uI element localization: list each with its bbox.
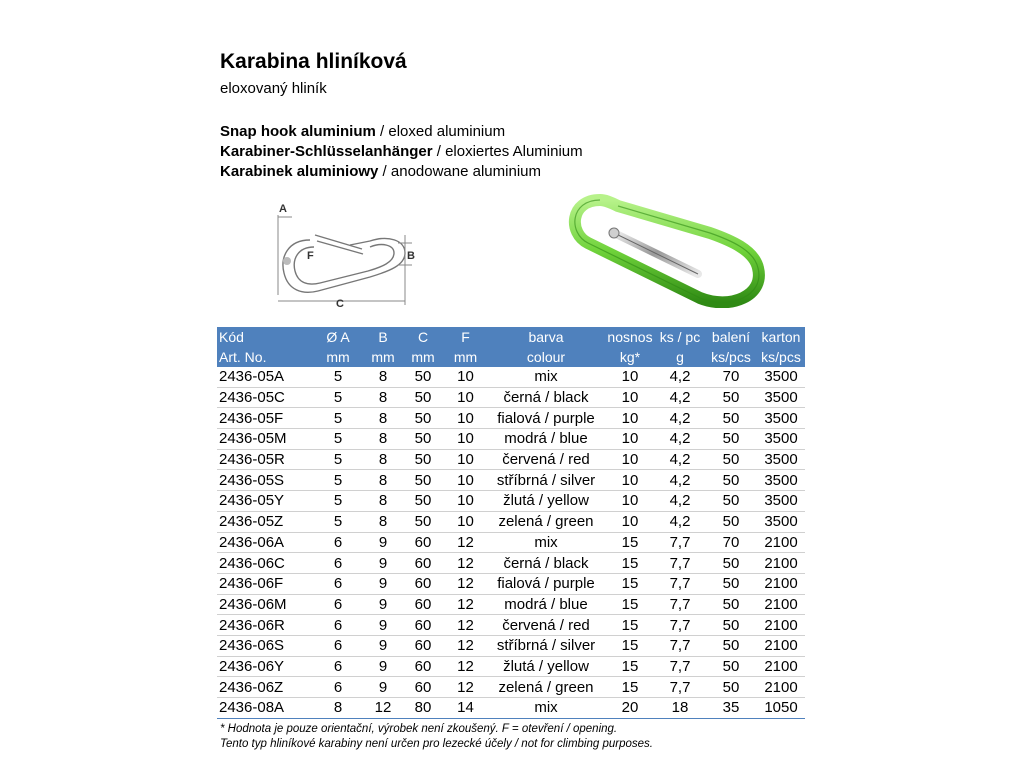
col-unit-c: mm [402,347,444,367]
table-cell: 5 [312,511,364,532]
table-cell: 10 [605,367,655,387]
table-cell: 2436-05A [217,367,312,387]
table-cell: 2100 [757,594,805,615]
table-cell: 50 [402,449,444,470]
table-row [217,698,805,719]
table-cell: 50 [402,511,444,532]
table-cell: 60 [402,573,444,594]
table-cell: 10 [444,408,487,429]
table-cell: 50 [705,594,757,615]
table-cell: zelená / green [487,511,605,532]
table-cell: 2436-06R [217,615,312,636]
table-cell: 9 [364,594,402,615]
table-cell: stříbrná / silver [487,635,605,656]
table-cell: 2436-05C [217,387,312,408]
col-unit-b: mm [364,347,402,367]
table-cell: 80 [402,698,444,719]
table-cell: 60 [402,532,444,553]
table-cell: 7,7 [655,615,705,636]
table-cell: 15 [605,677,655,698]
table-cell: 12 [444,677,487,698]
table-cell: 50 [705,429,757,450]
table-cell: 2436-06A [217,532,312,553]
table-row [217,511,805,532]
table-cell: 9 [364,615,402,636]
table-cell: 8 [364,408,402,429]
label-f: F [307,250,314,262]
table-cell: 50 [705,573,757,594]
table-cell: 2100 [757,532,805,553]
table-cell: 5 [312,387,364,408]
table-cell: 50 [402,470,444,491]
table-cell: 50 [705,449,757,470]
table-cell: 8 [364,367,402,387]
table-cell: 2436-06F [217,573,312,594]
table-cell: 10 [444,429,487,450]
table-cell: 6 [312,553,364,574]
table-cell: 10 [605,387,655,408]
table-cell: 10 [605,511,655,532]
table-row [217,553,805,574]
table-cell: 35 [705,698,757,719]
table-cell: 7,7 [655,532,705,553]
table-cell: žlutá / yellow [487,491,605,512]
table-cell: 2436-05Z [217,511,312,532]
table-cell: 3500 [757,429,805,450]
table-cell: mix [487,532,605,553]
label-a: A [279,203,287,215]
table-cell: 3500 [757,491,805,512]
table-cell: modrá / blue [487,594,605,615]
col-unit-load: kg* [605,347,655,367]
table-cell: 2436-05F [217,408,312,429]
table-cell: 2100 [757,553,805,574]
col-unit-carton: ks/pcs [757,347,805,367]
table-cell: 10 [444,367,487,387]
table-cell: 5 [312,449,364,470]
table-row [217,449,805,470]
table-row [217,429,805,450]
table-cell: 8 [312,698,364,719]
table-cell: 15 [605,553,655,574]
table-cell: 12 [444,615,487,636]
table-cell: 4,2 [655,387,705,408]
table-row [217,635,805,656]
name-line-de: Karabiner-Schlüsselanhänger / eloxiertes Aluminium [220,143,583,160]
table-cell: 2436-08A [217,698,312,719]
table-cell: 9 [364,677,402,698]
table-header-row-1 [217,327,805,347]
table-cell: 9 [364,573,402,594]
table-cell: 50 [402,387,444,408]
table-cell: 12 [444,635,487,656]
table-cell: 3500 [757,470,805,491]
table-cell: 10 [444,511,487,532]
carabiner-image [560,188,770,308]
table-cell: 2436-06M [217,594,312,615]
spec-table [217,327,805,719]
table-cell: červená / red [487,615,605,636]
page-subtitle: eloxovaný hliník [220,80,327,97]
table-row [217,408,805,429]
table-cell: červená / red [487,449,605,470]
name-line-pl: Karabinek aluminiowy / anodowane aluminium [220,163,541,180]
name-line-en: Snap hook aluminium / eloxed aluminium [220,123,506,140]
table-row [217,532,805,553]
table-cell: 6 [312,532,364,553]
table-cell: 50 [705,408,757,429]
table-cell: 50 [705,470,757,491]
label-c: C [336,298,344,310]
table-cell: stříbrná / silver [487,470,605,491]
table-cell: 7,7 [655,677,705,698]
label-b: B [407,250,415,262]
table-cell: 10 [605,491,655,512]
col-unit-f: mm [444,347,487,367]
footnotes [220,722,653,752]
table-cell: 7,7 [655,635,705,656]
table-cell: 5 [312,367,364,387]
table-cell: 5 [312,429,364,450]
col-header-load: nosnos [605,327,655,347]
table-cell: 4,2 [655,429,705,450]
footnote-2: Tento typ hliníkové karabiny není určen pro lezecké účely / not for climbing purposes. [220,738,653,750]
table-cell: 2436-05M [217,429,312,450]
table-cell: 12 [444,573,487,594]
table-cell: 5 [312,491,364,512]
col-header-pack: balení [705,327,757,347]
table-cell: 50 [705,553,757,574]
table-cell: 2436-05Y [217,491,312,512]
table-cell: 5 [312,408,364,429]
table-cell: 70 [705,367,757,387]
table-cell: mix [487,698,605,719]
table-cell: 2436-06S [217,635,312,656]
table-cell: 60 [402,553,444,574]
table-cell: 6 [312,594,364,615]
col-header-c: C [402,327,444,347]
table-cell: 7,7 [655,573,705,594]
table-cell: 10 [605,429,655,450]
table-cell: zelená / green [487,677,605,698]
table-row [217,677,805,698]
table-cell: 8 [364,449,402,470]
table-cell: 50 [705,511,757,532]
table-cell: 4,2 [655,511,705,532]
table-cell: 9 [364,553,402,574]
table-cell: 8 [364,491,402,512]
table-cell: 12 [444,594,487,615]
col-header-a: Ø A [312,327,364,347]
table-cell: modrá / blue [487,429,605,450]
table-cell: 8 [364,429,402,450]
table-cell: 50 [402,367,444,387]
col-header-carton: karton [757,327,805,347]
table-cell: 15 [605,615,655,636]
table-cell: 20 [605,698,655,719]
table-cell: 15 [605,635,655,656]
table-row [217,470,805,491]
table-cell: 15 [605,573,655,594]
table-cell: 12 [444,532,487,553]
table-cell: 10 [444,387,487,408]
table-cell: 10 [605,449,655,470]
table-cell: 2436-06Z [217,677,312,698]
table-cell: žlutá / yellow [487,656,605,677]
table-cell: 15 [605,532,655,553]
table-cell: 50 [402,429,444,450]
table-cell: 12 [444,656,487,677]
table-cell: 9 [364,656,402,677]
table-cell: 2100 [757,615,805,636]
table-cell: 8 [364,511,402,532]
table-header-row-2 [217,347,805,367]
table-cell: 70 [705,532,757,553]
col-header-code: Kód [217,327,312,347]
table-cell: 60 [402,615,444,636]
table-cell: 60 [402,594,444,615]
table-cell: 3500 [757,449,805,470]
table-cell: 2436-06C [217,553,312,574]
dimension-diagram [270,195,420,310]
table-cell: 6 [312,573,364,594]
table-cell: 4,2 [655,470,705,491]
col-header-colour: barva [487,327,605,347]
table-cell: 3500 [757,511,805,532]
col-header-weight: ks / pc [655,327,705,347]
table-body [217,367,805,718]
table-cell: 2100 [757,656,805,677]
table-row [217,387,805,408]
table-cell: 9 [364,532,402,553]
table-row [217,573,805,594]
table-cell: 6 [312,635,364,656]
table-row [217,491,805,512]
table-cell: 50 [705,635,757,656]
table-cell: 6 [312,615,364,636]
table-cell: 50 [705,615,757,636]
table-cell: černá / black [487,387,605,408]
table-cell: 12 [364,698,402,719]
table-cell: fialová / purple [487,408,605,429]
table-cell: 7,7 [655,594,705,615]
col-header-f: F [444,327,487,347]
table-cell: 3500 [757,367,805,387]
table-cell: 4,2 [655,449,705,470]
table-cell: 8 [364,387,402,408]
table-cell: 10 [444,491,487,512]
col-unit-weight: g [655,347,705,367]
table-cell: 7,7 [655,656,705,677]
table-cell: mix [487,367,605,387]
col-unit-code: Art. No. [217,347,312,367]
table-row [217,367,805,387]
table-cell: 4,2 [655,491,705,512]
table-cell: 10 [444,470,487,491]
table-cell: 10 [605,470,655,491]
table-cell: 7,7 [655,553,705,574]
table-cell: černá / black [487,553,605,574]
product-names [220,122,583,182]
table-cell: 60 [402,677,444,698]
table-cell: 2436-05S [217,470,312,491]
table-cell: 5 [312,470,364,491]
table-cell: 10 [444,449,487,470]
col-unit-pack: ks/pcs [705,347,757,367]
table-cell: 15 [605,594,655,615]
col-unit-colour: colour [487,347,605,367]
table-cell: 10 [605,408,655,429]
table-cell: 3500 [757,408,805,429]
col-unit-a: mm [312,347,364,367]
table-row [217,656,805,677]
table-cell: 8 [364,470,402,491]
table-cell: 2100 [757,573,805,594]
table-cell: 2100 [757,635,805,656]
table-cell: 18 [655,698,705,719]
table-cell: 50 [705,491,757,512]
table-cell: 2100 [757,677,805,698]
footnote-1: * Hodnota je pouze orientační, výrobek není zkoušený. F = otevření / opening. [220,723,618,735]
page-title: Karabina hliníková [220,50,407,73]
table-cell: 12 [444,553,487,574]
table-cell: fialová / purple [487,573,605,594]
table-cell: 4,2 [655,367,705,387]
table-cell: 2436-05R [217,449,312,470]
table-cell: 6 [312,677,364,698]
table-cell: 60 [402,656,444,677]
table-cell: 50 [705,656,757,677]
table-cell: 50 [705,387,757,408]
table-cell: 50 [705,677,757,698]
table-cell: 6 [312,656,364,677]
table-cell: 3500 [757,387,805,408]
table-row [217,615,805,636]
table-cell: 50 [402,408,444,429]
table-row [217,594,805,615]
table-cell: 1050 [757,698,805,719]
table-cell: 60 [402,635,444,656]
table-cell: 14 [444,698,487,719]
col-header-b: B [364,327,402,347]
table-cell: 4,2 [655,408,705,429]
table-cell: 15 [605,656,655,677]
table-cell: 2436-06Y [217,656,312,677]
table-cell: 9 [364,635,402,656]
table-cell: 50 [402,491,444,512]
